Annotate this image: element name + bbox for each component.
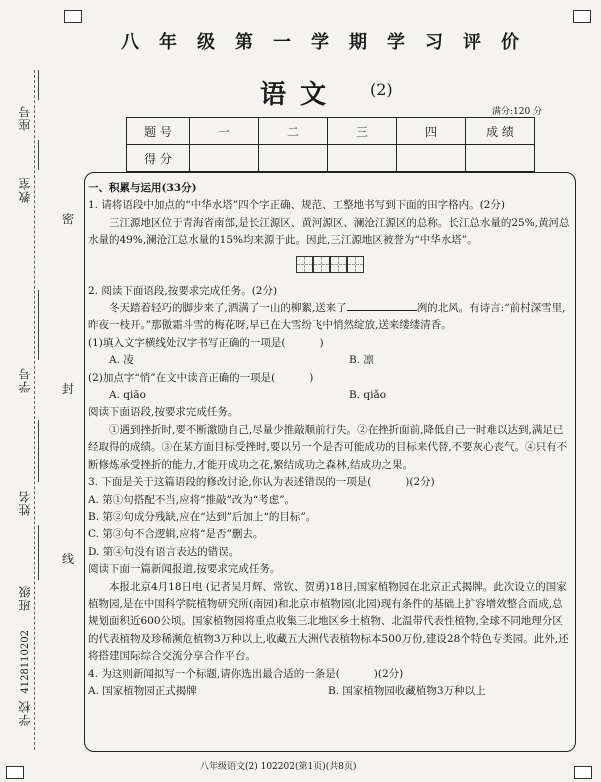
score-table-score-row xyxy=(127,145,535,172)
option-a: A. 凌 xyxy=(109,354,134,367)
side-label-class: 班级 xyxy=(18,585,32,611)
side-label-seat: 座号 xyxy=(18,105,32,131)
grid-cell[interactable] xyxy=(296,256,313,273)
question-3 xyxy=(88,474,572,491)
question-2-2-text: (2)加点字“悄”在文中读音正确的一项是( xyxy=(88,371,276,384)
score-header-cell: 四 xyxy=(397,118,466,145)
paren-close: ) xyxy=(309,371,314,384)
binding-line xyxy=(34,70,35,750)
question-2: 2. 阅读下面语段,按要求完成任务。(2分) xyxy=(88,284,278,297)
grid-cell[interactable] xyxy=(313,256,330,273)
question-3-option-a: A. 第①句搭配不当,应将“推敲”改为“考虑”。 xyxy=(88,493,296,506)
score-input-cell[interactable] xyxy=(190,145,259,172)
question-2-2 xyxy=(88,370,572,387)
news-passage: 本报北京4月18日电 (记者吴月辉、常钦、贺勇)18日,国家植物园在北京正式揭牌。此次设立的国家植物园,是在中国科学院植物研究所(南园)和北京市植物园(北园)现有条件的基础上扩容增效整合而成,总规划面积近600公顷。国家植物园将重点收集三北地区乡土植物、北温带代表性植物,全球不同地理分区的代表植物及珍稀濒危植物3万种以上,收藏五大洲代表植物标本500万份,建设28个特色专类园。此外,还将搭建国际综合交流分享合作平台。 xyxy=(88,580,569,663)
score-header-cell: 成 绩 xyxy=(466,118,535,145)
side-label-student-id: 学号 xyxy=(18,367,32,393)
side-field-student-id xyxy=(38,290,39,360)
page-footer: 八年级语文(2) 102202(第1页)(共8页) xyxy=(200,762,357,772)
option-b: B. 凛 xyxy=(349,354,374,367)
question-1: 1. 请将语段中加点的“中华水塔”四个字正确、规范、工整地书写到下面的田字格内。(2分) xyxy=(88,199,505,212)
corner-mark-bottom-right xyxy=(574,766,592,779)
question-3-score: )(2分) xyxy=(405,476,435,489)
score-header-cell: 三 xyxy=(328,118,397,145)
score-input-cell[interactable] xyxy=(397,145,466,172)
question-3-option-b: B. 第②句成分残缺,应在“达到”后加上“的目标”。 xyxy=(88,510,317,523)
seal-char-mi: 密 xyxy=(62,212,75,226)
score-row-label: 得 分 xyxy=(127,145,190,172)
reading-passage: ①遇到挫折时,要不断激励自己,尽量少推敲顺前行失。②在挫折面前,降低自己一时难以达到,满足已经取得的成绩。③在某方面目标受挫时,要以另一个是否可能成功的目标来代替,不要灰心丧气。④只有不断修炼承受挫折的能力,才能开成功之花,繁结成功之森林,结成功之果。 xyxy=(88,423,568,471)
side-field-seat xyxy=(38,70,39,100)
question-2-2-options xyxy=(88,387,572,404)
full-score: 满分:120 分 xyxy=(492,107,543,117)
option-b: B. 国家植物园收藏植物3万种以上 xyxy=(328,684,486,697)
passage-part-a: 冬天踏着轻巧的脚步来了,洒满了一山的柳絮,送来了 xyxy=(109,302,347,315)
corner-mark-top-right xyxy=(573,10,591,23)
seal-char-xian: 线 xyxy=(62,552,75,566)
reading-instruction: 阅读下面语段,按要求完成任务。 xyxy=(88,406,239,419)
score-input-cell[interactable] xyxy=(328,145,397,172)
question-2-1-options xyxy=(88,352,572,369)
corner-mark-bottom-left xyxy=(6,766,24,779)
score-header-cell: 二 xyxy=(259,118,328,145)
question-content xyxy=(88,180,572,700)
question-2-passage xyxy=(88,300,572,335)
question-3-option-c: C. 第③句不合逻辑,应将“是否”删去。 xyxy=(88,528,264,541)
subject-title: 语文 xyxy=(260,80,341,110)
side-field-room xyxy=(38,140,39,170)
question-4-options xyxy=(88,683,572,700)
side-label-name: 姓名 xyxy=(18,490,32,516)
side-label-school: 学校 xyxy=(18,700,32,726)
side-field-class xyxy=(38,525,39,580)
side-field-name xyxy=(38,420,39,482)
question-3-text: 3. 下面是关于这篇语段的修改讨论,你认为表述错误的一项是( xyxy=(88,476,372,489)
option-a: A. qiāo xyxy=(109,389,146,402)
answer-blank[interactable] xyxy=(347,310,417,311)
score-table xyxy=(126,117,535,172)
grid-cell[interactable] xyxy=(330,256,347,273)
score-input-cell[interactable] xyxy=(466,145,535,172)
paren-close: ) xyxy=(319,336,324,349)
option-b: B. qiǎo xyxy=(349,389,387,402)
side-label-room: 教室 xyxy=(18,177,32,203)
passage-part-b: 冽的北风。有诗言:“前村深雪里,昨夜一枝开。”那傲霜斗雪的梅花呀,早已在大雪纷飞中悄然绽放,送来缕缕清香。 xyxy=(88,302,566,332)
score-input-cell[interactable] xyxy=(259,145,328,172)
seal-char-feng: 封 xyxy=(62,382,75,396)
question-2-1-text: (1)填入文字横线处汉字书写正确的一项是( xyxy=(88,336,286,349)
question-4-text: 4. 为这则新闻拟写一个标题,请你选出最合适的一条是( xyxy=(88,667,340,680)
section-title: 一、积累与运用(33分) xyxy=(88,182,197,194)
score-header-cell: 一 xyxy=(190,118,259,145)
score-header-cell: 题 号 xyxy=(127,118,190,145)
side-code: 4128110202 xyxy=(20,630,31,694)
page-title: 八年级第一学期学习评价 xyxy=(121,32,539,53)
grid-cell[interactable] xyxy=(347,256,364,273)
option-a: A. 国家植物园正式揭牌 xyxy=(88,684,197,697)
question-4-score: )(2分) xyxy=(373,667,404,680)
question-2-1 xyxy=(88,335,572,352)
score-table-header-row xyxy=(127,118,535,145)
subject-number: (2) xyxy=(370,80,393,99)
question-3-option-d: D. 第④句没有语言表达的错误。 xyxy=(88,545,240,558)
writing-grid[interactable] xyxy=(88,256,572,273)
question-4 xyxy=(88,666,572,683)
corner-mark-top-left xyxy=(64,10,82,23)
news-instruction: 阅读下面一篇新闻报道,按要求完成任务。 xyxy=(88,563,281,576)
question-1-passage: 三江源地区位于青海省南部,是长江源区、黄河源区、澜沧江源区的总称。长江总水量的25%,黄河总水量的49%,澜沧江总水量的15%均来源于此。因此,三江源地区被誉为“中华水塔”。 xyxy=(88,216,570,247)
